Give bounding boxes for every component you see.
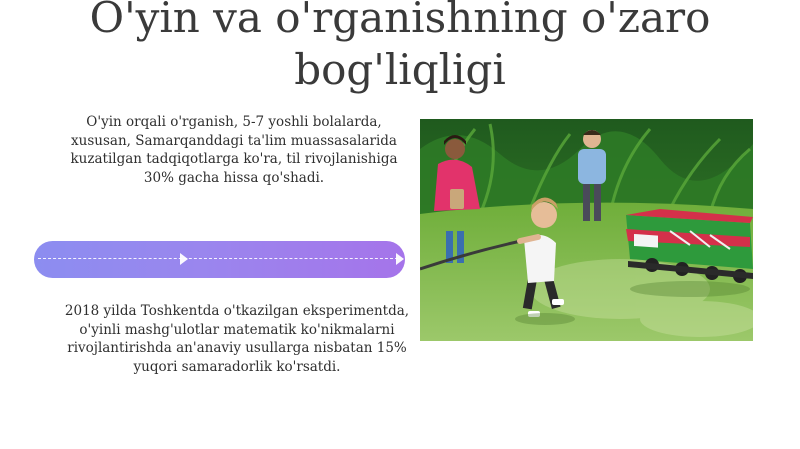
dashed-line: [38, 258, 398, 259]
arrow-right-icon: [180, 253, 188, 265]
paragraph-math-experiment: 2018 yilda Toshkentda o'tkazilgan eksperimentda, o'yinli mashg'ulotlar matematik ko'nikmalarni rivojlantirishda an'anaviy usullarga nisbatan 15% yuqori samaradorlik ko'rsatdi.: [64, 303, 410, 375]
children-playing-photo: [420, 119, 753, 341]
paragraph-language-research: O'yin orqali o'rganish, 5-7 yoshli bolalarda, xususan, Samarqanddagi ta'lim muassasalarida kuzatilgan tadqiqotlarga ko'ra, til rivojlanishiga 30% gacha hissa qo'shadi.: [70, 114, 398, 186]
slide-title: O'yin va o'rganishning o'zaro bog'liqligi: [89, 0, 711, 94]
gradient-divider: [34, 241, 405, 278]
arrow-right-icon: [396, 253, 404, 265]
